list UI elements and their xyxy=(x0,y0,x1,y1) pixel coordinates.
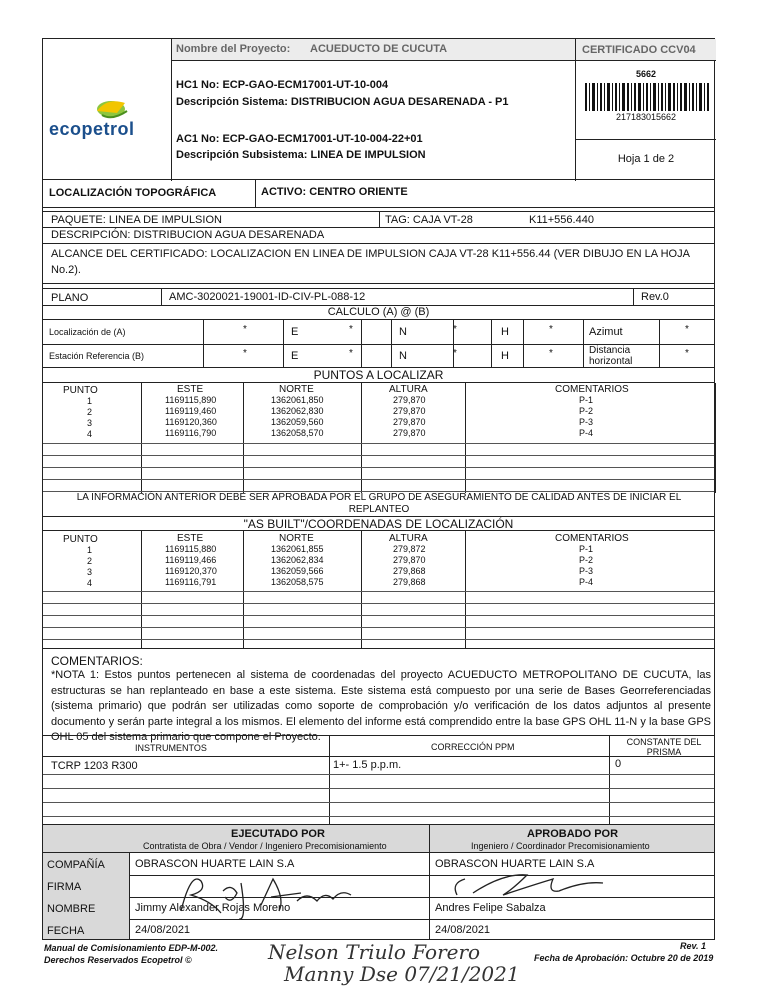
tag-label: TAG: CAJA VT-28 xyxy=(385,214,473,226)
col-header: COMENTARIOS xyxy=(555,384,629,395)
table-cell: 3 xyxy=(87,567,93,577)
calc-table: Localización de (A) * E * N * H * Azimut * Estación Referencia (B) * E * N * H * Distancia horizontal * xyxy=(43,320,714,368)
handwritten-note-1: Nelson Triulo Forero xyxy=(268,940,481,964)
approval-notice: LA INFORMACIÓN ANTERIOR DEBE SER APROBADA POR EL GRUPO DE ASEGURAMIENTO DE CALIDAD ANTES DE INICIAR EL REPLANTEO xyxy=(76,492,682,515)
col-header: PUNTO xyxy=(63,385,98,396)
row-label-name: NOMBRE xyxy=(47,903,96,915)
table-cell: 1169115,880 xyxy=(165,544,217,554)
signatures-table xyxy=(42,824,715,940)
asset-label: ACTIVO: CENTRO ORIENTE xyxy=(261,186,408,198)
comments-block xyxy=(43,654,714,743)
logo-area xyxy=(43,39,171,181)
table-cell: 2 xyxy=(87,556,93,566)
header-block xyxy=(42,38,715,180)
company-right: OBRASCON HUARTE LAIN S.A xyxy=(435,858,595,870)
instruments-header: INSTRUMENTOS xyxy=(135,743,207,753)
footer-revision: Rev. 1 xyxy=(680,941,707,951)
page-indicator: Hoja 1 de 2 xyxy=(617,153,675,165)
comments-text: *NOTA 1: Estos puntos pertenecen al sistema de coordenadas del proyecto ACUEDUCTO METROPOLITANO DE CUCUTA, las estructuras se han replanteado en base a este sistema. Este sistema está compuesto por una serie de Bases Georreferenciadas (sistema primario) que podrán ser utilizadas como soporte de comprobación y/o verificación de los datos adjuntos al presente documento y serán parte integral a los mismos. El elemento del informe está comprendido entre la base GPS OHL 11-N y la base GPS OHL 05 del sistema primario que compone el Proyecto. xyxy=(51,669,711,743)
table-cell: 279,868 xyxy=(393,577,426,587)
table-cell: 1169120,360 xyxy=(165,417,217,427)
hc1-number: HC1 No: ECP-GAO-ECM17001-UT-10-004 xyxy=(176,79,389,91)
barcode-number: 217183015662 xyxy=(615,112,677,122)
table-cell: 1362061,850 xyxy=(271,395,324,405)
certificate-title: CERTIFICADO CCV04 xyxy=(582,44,696,56)
signature-right-icon xyxy=(443,865,623,905)
table-cell: P-1 xyxy=(579,544,594,554)
certificate-number: 5662 xyxy=(635,69,657,79)
table-cell: P-4 xyxy=(579,577,594,587)
project-name: ACUEDUCTO DE CUCUTA xyxy=(310,43,448,55)
table-cell: 3 xyxy=(87,418,93,428)
table-cell: 1 xyxy=(87,396,93,406)
col-header: ALTURA xyxy=(389,533,428,544)
as-built-table xyxy=(43,531,714,649)
project-header xyxy=(171,39,575,181)
points-to-locate-title: PUNTOS A LOCALIZAR xyxy=(313,368,444,382)
table-cell: 1 xyxy=(87,545,93,555)
calc-row-a-label: Localización de (A) xyxy=(49,327,126,337)
table-cell: 4 xyxy=(87,578,93,588)
date-left: 24/08/2021 xyxy=(135,924,191,936)
table-cell: 1362059,566 xyxy=(271,566,324,576)
date-right: 24/08/2021 xyxy=(435,924,491,936)
logo-text: ecopetrol xyxy=(49,119,135,139)
package-label: PAQUETE: LINEA DE IMPULSION xyxy=(51,214,222,226)
description-label: DESCRIPCIÓN: DISTRIBUCION AGUA DESARENADA xyxy=(51,229,325,241)
azimut-label: Azimut xyxy=(589,326,623,338)
table-cell: P-4 xyxy=(579,428,594,438)
certificate-box xyxy=(575,39,716,181)
table-cell: P-3 xyxy=(579,417,594,427)
ppm-value: 1+- 1.5 p.p.m. xyxy=(333,759,402,771)
col-header: NORTE xyxy=(279,384,314,395)
prism-constant-value: 0 xyxy=(615,758,622,770)
instruments-table xyxy=(43,735,714,824)
table-cell: 1362061,855 xyxy=(271,544,324,554)
system-description: Descripción Sistema: DISTRIBUCION AGUA DESARENADA - P1 xyxy=(176,96,509,108)
table-cell: 1169119,466 xyxy=(165,555,217,565)
company-left: OBRASCON HUARTE LAIN S.A xyxy=(135,858,295,870)
km-label: K11+556.440 xyxy=(529,214,594,226)
revision-label: Rev.0 xyxy=(641,291,669,303)
name-right: Andres Felipe Sabalza xyxy=(435,902,546,914)
as-built-title: "AS BUILT"/COORDENADAS DE LOCALIZACIÓN xyxy=(243,517,514,531)
comments-label: COMENTARIOS: xyxy=(51,654,143,668)
approved-by-title: APROBADO POR xyxy=(527,828,619,840)
table-cell: P-2 xyxy=(579,406,594,416)
table-cell: 279,870 xyxy=(393,406,426,416)
section-title: LOCALIZACIÓN TOPOGRÁFICA xyxy=(49,187,217,199)
plano-value: AMC-3020021-19001-ID-CIV-PL-088-12 xyxy=(169,291,366,303)
table-cell: 1169116,791 xyxy=(165,577,217,587)
ac1-number: AC1 No: ECP-GAO-ECM17001-UT-10-004-22+01 xyxy=(176,133,423,145)
executed-by-subtitle: Contratista de Obra / Vendor / Ingeniero Precomisionamiento xyxy=(143,841,387,851)
section-title-row xyxy=(42,180,715,208)
subsystem-description: Descripción Subsistema: LINEA DE IMPULSION xyxy=(176,149,426,161)
calc-row-b-label: Estación Referencia (B) xyxy=(49,351,145,361)
table-cell: 1362062,830 xyxy=(271,406,324,416)
table-cell: 279,872 xyxy=(393,544,426,554)
scope-text: ALCANCE DEL CERTIFICADO: LOCALIZACION EN LINEA DE IMPULSION CAJA VT-28 K11+556.44 (VER DIBUJO EN LA HOJA No.2). xyxy=(51,248,690,276)
footer-approval-date: Fecha de Aprobación: Octubre 20 de 2019 xyxy=(534,953,714,963)
prism-constant-header: CONSTANTE DEL PRISMA xyxy=(626,737,702,757)
barcode-icon xyxy=(585,83,709,111)
approved-by-subtitle: Ingeniero / Coordinador Precomisionamiento xyxy=(471,841,650,851)
table-cell: 279,870 xyxy=(393,417,426,427)
col-header: ESTE xyxy=(177,384,204,395)
col-header: ALTURA xyxy=(389,384,428,395)
signature-left-icon xyxy=(161,861,361,921)
row-label-signature: FIRMA xyxy=(47,881,82,893)
name-left: Jimmy Alexander Rojas Moreno xyxy=(135,902,291,914)
row-label-date: FECHA xyxy=(47,925,85,937)
col-header: COMENTARIOS xyxy=(555,533,629,544)
instrument-value: TCRP 1203 R300 xyxy=(51,760,138,772)
distance-label: Distancia horizontal xyxy=(589,345,633,367)
col-header: NORTE xyxy=(279,533,314,544)
plano-label: PLANO xyxy=(51,292,89,304)
points-to-locate-table xyxy=(43,383,714,493)
row-label-company: COMPAÑÍA xyxy=(47,859,105,871)
table-cell: 1169116,790 xyxy=(165,428,217,438)
executed-by-title: EJECUTADO POR xyxy=(231,828,325,840)
table-cell: 1362058,575 xyxy=(271,577,324,587)
table-cell: 1169120,370 xyxy=(165,566,217,576)
footer-manual: Manual de Comisionamiento EDP-M-002. xyxy=(44,943,219,953)
col-header: PUNTO xyxy=(63,534,98,545)
ppm-header: CORRECCIÓN PPM xyxy=(431,742,515,752)
table-cell: P-1 xyxy=(579,395,594,405)
table-cell: 2 xyxy=(87,407,93,417)
table-cell: 279,870 xyxy=(393,428,426,438)
project-label: Nombre del Proyecto: xyxy=(176,43,291,55)
table-cell: P-2 xyxy=(579,555,594,565)
calc-title: CALCULO (A) @ (B) xyxy=(327,306,430,318)
table-cell: P-3 xyxy=(579,566,594,576)
handwritten-note-2: Manny Dse 07/21/2021 xyxy=(284,962,520,986)
col-header: ESTE xyxy=(177,533,204,544)
main-body xyxy=(42,208,715,824)
table-cell: 1362058,570 xyxy=(271,428,324,438)
table-cell: 1169119,460 xyxy=(165,406,217,416)
table-cell: 1169115,890 xyxy=(165,395,217,405)
table-cell: 1362062,834 xyxy=(271,555,324,565)
table-cell: 279,868 xyxy=(393,566,426,576)
table-cell: 4 xyxy=(87,429,93,439)
table-cell: 1362059,560 xyxy=(271,417,324,427)
table-cell: 279,870 xyxy=(393,395,426,405)
footer-rights: Derechos Reservados Ecopetrol © xyxy=(44,955,192,965)
table-cell: 279,870 xyxy=(393,555,426,565)
